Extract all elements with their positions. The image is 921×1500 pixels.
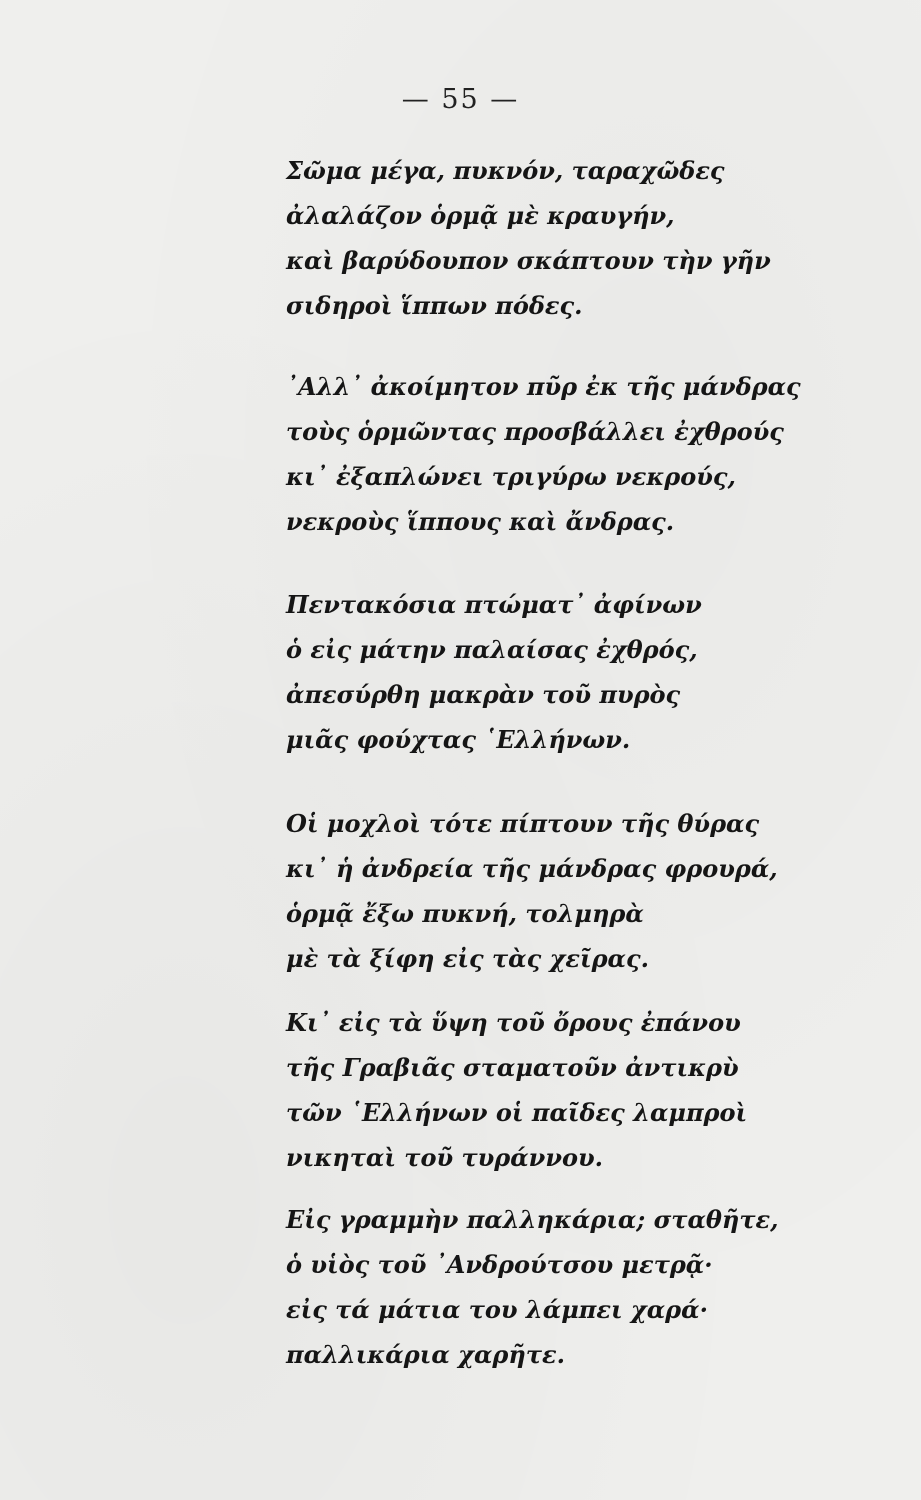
- page-number: — 55 —: [401, 84, 520, 115]
- stanza-3: [286, 582, 906, 762]
- verse-line: παλλικάρια χαρῆτε.: [286, 1340, 565, 1369]
- verse-line: μιᾶς φούχτας ῾Ελλήνων.: [286, 725, 631, 754]
- stanza-4: [286, 801, 906, 981]
- verse-line: ἀπεσύρθη μακρὰν τοῦ πυρὸς: [286, 680, 681, 709]
- verse-line: Κι᾽ εἰς τὰ ὕψη τοῦ ὄρους ἐπάνου: [286, 1008, 741, 1037]
- stanza-6: [286, 1197, 906, 1377]
- verse-line: τοὺς ὁρμῶντας προσβάλλει ἐχθρούς: [286, 417, 784, 446]
- verse-line: καὶ βαρύδουπον σκάπτουν τὴν γῆν: [286, 246, 771, 275]
- verse-line: ὁρμᾷ ἔξω πυκνή, τολμηρὰ: [286, 899, 644, 928]
- stanza-2: [286, 364, 906, 544]
- verse-line: κι᾽ ἡ ἀνδρεία τῆς μάνδρας φρουρά,: [286, 854, 778, 883]
- verse-line: ὁ εἰς μάτην παλαίσας ἐχθρός,: [286, 635, 698, 664]
- verse-line: Εἰς γραμμὴν παλληκάρια; σταθῆτε,: [286, 1205, 779, 1234]
- verse-line: Σῶμα μέγα, πυκνόν, ταραχῶδες: [286, 156, 725, 185]
- verse-line: εἰς τά μάτια του λάμπει χαρά·: [286, 1295, 708, 1324]
- verse-line: ἀλαλάζον ὁρμᾷ μὲ κραυγήν,: [286, 201, 675, 230]
- verse-line: νεκροὺς ἵππους καὶ ἄνδρας.: [286, 507, 675, 536]
- verse-line: τῶν ῾Ελλήνων οἱ παῖδες λαμπροὶ: [286, 1098, 748, 1127]
- verse-line: μὲ τὰ ξίφη εἰς τὰς χεῖρας.: [286, 944, 649, 973]
- verse-line: σιδηροὶ ἵππων πόδες.: [286, 291, 583, 320]
- verse-line: τῆς Γραβιᾶς σταματοῦν ἀντικρὺ: [286, 1053, 739, 1082]
- verse-line: Πεντακόσια πτώματ᾽ ἀφίνων: [286, 590, 702, 619]
- verse-line: νικηταὶ τοῦ τυράννου.: [286, 1143, 604, 1172]
- verse-line: Οἱ μοχλοὶ τότε πίπτουν τῆς θύρας: [286, 809, 760, 838]
- verse-line: ᾽Αλλ᾽ ἀκοίμητον πῦρ ἐκ τῆς μάνδρας: [286, 372, 801, 401]
- verse-line: ὁ υἱὸς τοῦ ᾽Ανδρούτσου μετρᾷ·: [286, 1250, 713, 1279]
- verse-line: κι᾽ ἐξαπλώνει τριγύρω νεκρούς,: [286, 462, 736, 491]
- stanza-1: [286, 148, 906, 328]
- stanza-5: [286, 1000, 906, 1180]
